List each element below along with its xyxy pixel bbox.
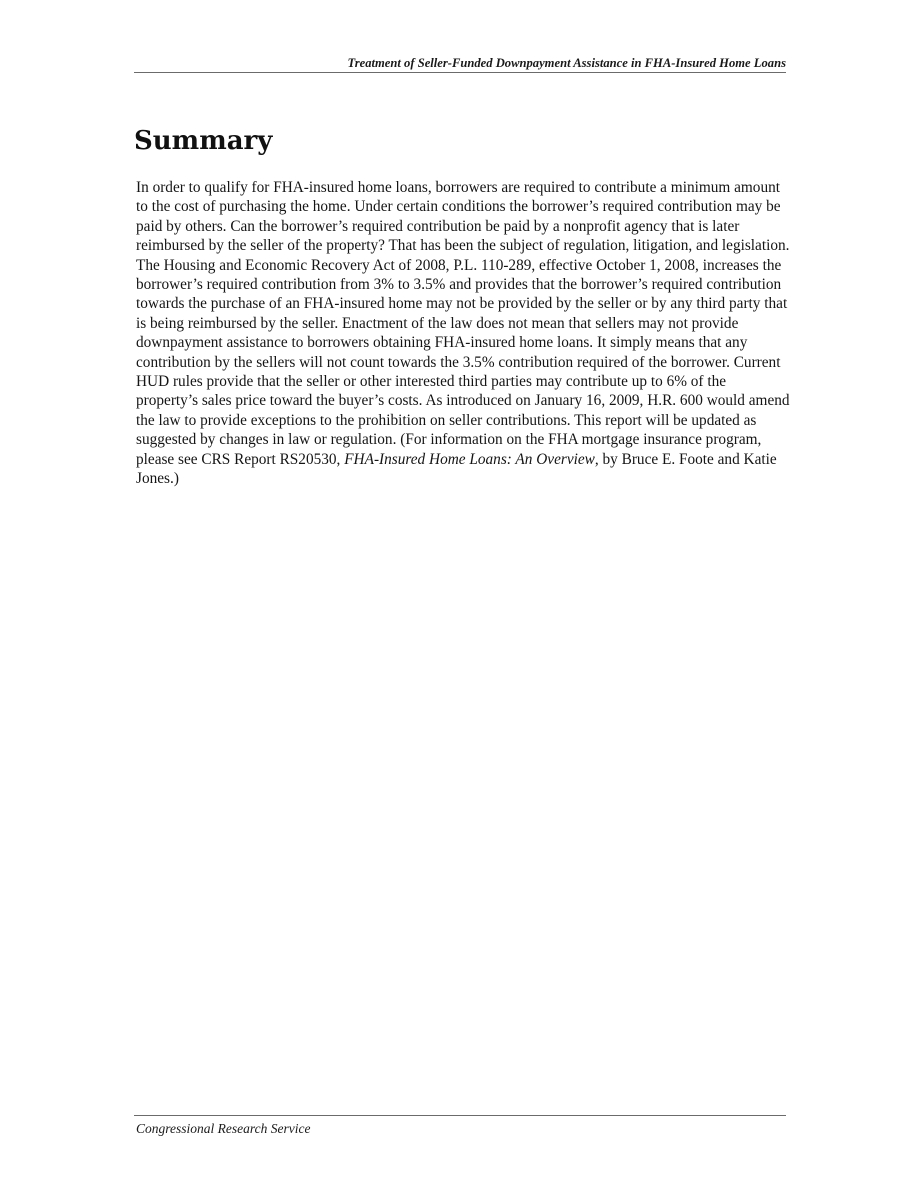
footer-publisher: Congressional Research Service [136, 1121, 311, 1136]
summary-heading: Summary [134, 126, 273, 156]
summary-body-text: In order to qualify for FHA-insured home loans, borrowers are required to contribute a minimum amount to the cost of purchasing the home. Under certain conditions the borrower’s required contribution may be paid by others. Can the borrower’s required contribution be paid by a nonprofit agency that is later reimbursed by the seller of the property? That has been the subject of regulation, litigation, and legislation. The Housing and Economic Recovery Act of 2008, P.L. 110-289, effective October 1, 2008, increases the borrower’s required contribution from 3% to 3.5% and provides that the borrower’s required contribution towards the purchase of an FHA-insured home may not be provided by the seller or by any third party that is being reimbursed by the seller. Enactment of the law does not mean that sellers may not provide downpayment assistance to borrowers obtaining FHA-insured home loans. It simply means that any contribution by the sellers will not count towards the 3.5% contribution required of the borrower. Current HUD rules provide that the seller or other interested third parties may contribute up to 6% of the property’s sales price toward the buyer’s costs. As introduced on January 16, 2009, H.R. 600 would amend the law to provide exceptions to the prohibition on seller contributions. This report will be updated as suggested by changes in law or regulation. (For information on the FHA mortgage insurance program, please see CRS Report RS20530, [136, 179, 790, 468]
header-divider [134, 72, 786, 73]
summary-body-end: , by Bruce E. Foote and Katie Jones.) [136, 450, 777, 488]
footer-divider [134, 1115, 786, 1116]
running-header-title: Treatment of Seller-Funded Downpayment Assistance in FHA-Insured Home Loans [347, 56, 786, 70]
cited-report-title: FHA-Insured Home Loans: An Overview [344, 450, 595, 468]
summary-paragraph [136, 178, 791, 489]
